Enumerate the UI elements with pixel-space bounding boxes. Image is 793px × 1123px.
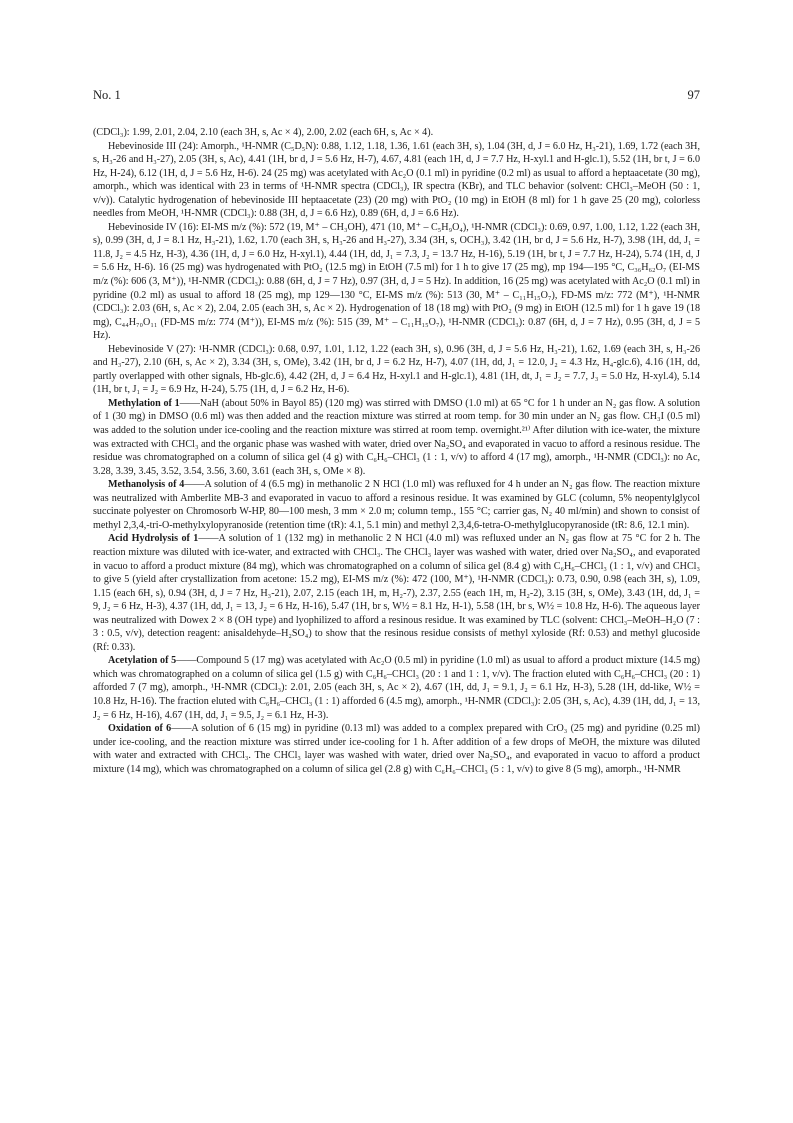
paragraph-heading: Acid Hydrolysis of 1 [108, 533, 199, 545]
paragraph-text: ——A solution of 1 (132 mg) in methanolic 2 N HCl (4.0 ml) was refluxed under an N₂ gas flow at 75 °C for 2 h. The reaction mixture was diluted with ice-water, and extracted with CHCl₃. The CHCl₃ layer was washed with water, dried over Na₂SO₄, and evaporated in vacuo to afford a product mixture (84 mg), which was chromatographed on a column of silica gel (8.4 g) with C₆H₆–CHCl₃ (1 : 1, v/v) and CHCl₃ to give 5 (yield after crystallization from acetone: 15.2 mg), EI-MS m/z (%): 472 (100, M⁺), ¹H-NMR (CDCl₃): 0.73, 0.90, 0.98 (each 3H, s), 1.09, 1.15 (each 6H, s), 0.94 (3H, d, J = 7 Hz, H₃-21), 2.07, 2.15 (each 1H, m, H₂-7), 2.37, 2.55 (each 1H, m, H₂-2), 3.15 (3H, s, OMe), 3.43 (1H, dd, J₁ = 9, J₂ = 6 Hz, H-3), 4.37 (1H, dd, J₁ = 13, J₂ = 6 Hz, H-16), 5.47 (1H, br s, W½ = 8.1 Hz, H-1), 5.58 (1H, br s, W½ = 10.8 Hz, H-6). The aqueous layer was neutralized with Dowex 2 × 8 (OH type) and lyophilized to afford a resinous residue. It was examined by TLC (solvent: CHCl₃–MeOH–H₂O (7 : 3 : 0.5, v/v), detection reagent: anisaldehyde–H₂SO₄) to show that the resinous residue consists of methyl xyloside (Rf: 0.53) and methyl glucoside (Rf: 0.33). [93, 533, 700, 653]
paragraph-methylation [93, 397, 700, 478]
paragraph-text: Hebevinoside III (24): Amorph., ¹H-NMR (C₅D₅N): 0.88, 1.12, 1.18, 1.36, 1.61 (each 3H, s), 1.04 (3H, d, J = 6.0 Hz, H₃-21), 1.69, 1.72 (each 3H, s, H₃-26 and H₃-27), 2.05 (3H, s, Ac), 4.41 (1H, br d, J = 5.6 Hz, H-7), 4.67, 4.81 (each 1H, d, J = 7.7 Hz, H-xyl.1 and H-glc.1), 5.52 (1H, br t, J = 6.0 Hz, H-24), 6.12 (1H, d, J = 5.6 Hz, H-6). 24 (25 mg) was acetylated with Ac₂O (0.1 ml) in pyridine (0.2 ml) as usual to afford a heptaacetate (30 mg), amorph., which was identical with 23 in terms of ¹H-NMR spectra (CDCl₃), IR spectra (KBr), and TLC behavior (solvent: CHCl₃–MeOH (50 : 1, v/v)). Catalytic hydrogenation of hebevinoside III heptaacetate (23) (20 mg) with PtO₂ (10 mg) in EtOH (8 ml) for 1 h gave 25 (20 mg), colorless needles from MeOH, ¹H-NMR (CDCl₃): 0.88 (3H, d, J = 6.6 Hz), 0.89 (6H, d, J = 6.6 Hz). [93, 140, 700, 220]
paragraph-text: Hebevinoside IV (16): EI-MS m/z (%): 572 (19, M⁺ – CH₃OH), 471 (10, M⁺ – C₅H₉O₄), ¹H-NMR (CDCl₃): 0.69, 0.97, 1.00, 1.12, 1.22 (each 3H, s), 0.99 (3H, d, J = 8.1 Hz, H₃-21), 1.62, 1.70 (each 3H, s, H₃-26 and H₃-27), 3.34 (3H, s, OCH₃), 3.42 (1H, br d, J = 5.6 Hz, H-7), 3.98 (1H, dd, J₁ = 11.8, J₂ = 4.5 Hz, H-3), 4.36 (1H, d, J = 6.0 Hz, H-xyl.1), 4.44 (1H, dd, J₁ = 7.3, J₂ = 13.7 Hz, H-16), 5.19 (1H, br t, J = 7.7 Hz, H-24), 5.74 (1H, d, J = 5.6 Hz, H-6). 16 (25 mg) was hydrogenated with PtO₂ (12.5 mg) in EtOH (7.5 ml) for 1 h to give 17 (25 mg), mp 194—195 °C, C₃₆H₆₂O₇ (EI-MS m/z (%): 606 (3, M⁺)), ¹H-NMR (CDCl₃): 0.88 (6H, d, J = 7 Hz), 0.97 (3H, d, J = 5 Hz). In addition, 16 (25 mg) was acetylated with Ac₂O (0.1 ml) in pyridine (0.2 ml) as usual to afford 18 (25 mg), mp 129—130 °C, EI-MS m/z (%): 513 (30, M⁺ – C₁₁H₁₅O₇), FD-MS m/z: 772 (M⁺), ¹H-NMR (CDCl₃): 2.03 (6H, s, Ac × 2), 2.04, 2.05 (each 3H, s, Ac × 2). Hydrogenation of 18 (18 mg) with PtO₂ (9 mg) in EtOH (12.5 ml) for 1 h gave 19 (18 mg), C₄₄H₇₀O₁₁ (FD-MS m/z: 774 (M⁺)), EI-MS m/z (%): 515 (39, M⁺ – C₁₁H₁₅O₇), ¹H-NMR (CDCl₃): 0.87 (6H, d, J = 7 Hz), 0.95 (3H, d, J = 5 Hz). [93, 221, 700, 342]
paragraph-text: ——Compound 5 (17 mg) was acetylated with Ac₂O (0.5 ml) in pyridine (1.0 ml) as usual to afford a product mixture (14.5 mg) which was chromatographed on a column of silica gel (1.5 g) with C₆H₆–CHCl₃ (20 : 1 and 1 : 1, v/v). The fraction eluted with C₆H₆–CHCl₃ (20 : 1) afforded 7 (7 mg), amorph., ¹H-NMR (CDCl₃): 2.01, 2.05 (each 3H, s, Ac × 2), 4.67 (1H, dd, J₁ = 9.1, J₂ = 6.1 Hz, H-3), 5.28 (1H, dd-like, W½ = 10.8 Hz, H-16). The fraction eluted with C₆H₆–CHCl₃ (1 : 1) afforded 6 (4.5 mg), amorph., ¹H-NMR (CDCl₃): 2.05 (3H, s, Ac), 4.39 (1H, dd, J₁ = 13, J₂ = 6 Hz, H-16), 4.67 (1H, dd, J₁ = 9.5, J₂ = 6.1 Hz, H-3). [93, 655, 700, 721]
paragraph-hebevinoside-iii [93, 140, 700, 221]
page-header [93, 88, 700, 108]
paragraph-heading: Methylation of 1 [108, 397, 180, 409]
page-number: 97 [687, 88, 700, 102]
paragraph-oxidation [93, 722, 700, 776]
paragraph-heading: Acetylation of 5 [108, 655, 177, 667]
paragraph-acetylation [93, 654, 700, 722]
journal-issue-number: No. 1 [93, 88, 121, 102]
paragraph-heading: Oxidation of 6 [108, 723, 172, 735]
paragraph-methanolysis [93, 478, 700, 532]
paragraph-continued [93, 126, 700, 140]
paragraph-heading: Methanolysis of 4 [108, 479, 185, 491]
paragraph-text: (CDCl₃): 1.99, 2.01, 2.04, 2.10 (each 3H, s, Ac × 4), 2.00, 2.02 (each 6H, s, Ac × 4). [93, 127, 434, 138]
paragraph-hebevinoside-iv [93, 221, 700, 343]
paragraph-text: Hebevinoside V (27): ¹H-NMR (CDCl₃): 0.68, 0.97, 1.01, 1.12, 1.22 (each 3H, s), 0.96 (3H, d, J = 5.6 Hz, H₃-21), 1.62, 1.69 (each 3H, s, H₃-26 and H₃-27), 2.10 (6H, s, Ac × 2), 3.34 (3H, s, OMe), 3.42 (1H, br d, J = 6.2 Hz, H-7), 4.07 (1H, dd, J₁ = 12.0, J₂ = 4.3 Hz, H₄-glc.6), 4.16 (1H, dd, partly overlapped with other signals, Hb-glc.6), 4.42 (2H, d, J = 6.4 Hz, H-xyl.1 and H-glc.1), 4.81 (1H, dt, J₁ = J₂ = 7.7, J₃ = 5.0 Hz, H-xyl.4), 5.14 (1H, br t, J₁ = J₂ = 6.9 Hz, H-24), 5.75 (1H, d, J = 6.2 Hz, H-6). [93, 343, 700, 396]
article-body [93, 126, 700, 776]
paragraph-text: ——A solution of 6 (15 mg) in pyridine (0.13 ml) was added to a complex prepared with CrO₃ (25 mg) and pyridine (0.25 ml) under ice-cooling, and the reaction mixture was stirred under ice-cooling for 1 h. After addition of a few drops of MeOH, the mixture was diluted with water and extracted with CHCl₃. The CHCl₃ layer was washed with water, dried over Na₂SO₄, and evaporated in vacuo to afford a product mixture (14 mg), which was chromatographed on a column of silica gel (2.8 g) with C₆H₆–CHCl₃ (5 : 1, v/v) to give 8 (5 mg), amorph., ¹H-NMR [93, 723, 700, 775]
paragraph-text: ——A solution of 4 (6.5 mg) in methanolic 2 N HCl (1.0 ml) was refluxed for 4 h under an N₂ gas flow. The reaction mixture was neutralized with Amberlite MB-3 and evaporated in vacuo to afford a resinous residue. It was examined by GLC (column, 5% neopentylglycol succinate polyester on Chromosorb W-HP, 80—100 mesh, 3 mm × 2.0 m; column temp., 155 °C; carrier gas, N₂ 40 ml/min) and shown to consist of methyl 2,3,4,-tri-O-methylxylopyranoside (retention time (tR): 4.1, 5.1 min) and methyl 2,3,4,6-tetra-O-methylglucopyranoside (tR: 8.6, 12.1 min). [93, 479, 701, 531]
paragraph-acid-hydrolysis [93, 532, 700, 654]
paragraph-hebevinoside-v [93, 343, 700, 397]
paragraph-text: ——NaH (about 50% in Bayol 85) (120 mg) was stirred with DMSO (1.0 ml) at 65 °C for 1 h under an N₂ gas flow. A solution of 1 (30 mg) in DMSO (0.6 ml) was then added and the reaction mixture was stirred at room temp. for 30 min under an N₂ gas flow. CH₃I (0.5 ml) was added to the solution under ice-cooling and the reaction mixture was stirred at room temp. overnight.²¹⁾ After dilution with ice-water, the mixture was extracted with CHCl₃ and the organic phase was washed with water, dried over Na₂SO₄ and evaporated in vacuo to afford a resinous residue. The residue was chromatographed on a column of silica gel (4 g) with C₆H₆–CHCl₃ (1 : 1, v/v) to afford 4 (17 mg), amorph., ¹H-NMR (CDCl₃): no Ac, 3.28, 3.39, 3.45, 3.52, 3.54, 3.56, 3.60, 3.61 (each 3H, s, OMe × 8). [93, 397, 700, 477]
